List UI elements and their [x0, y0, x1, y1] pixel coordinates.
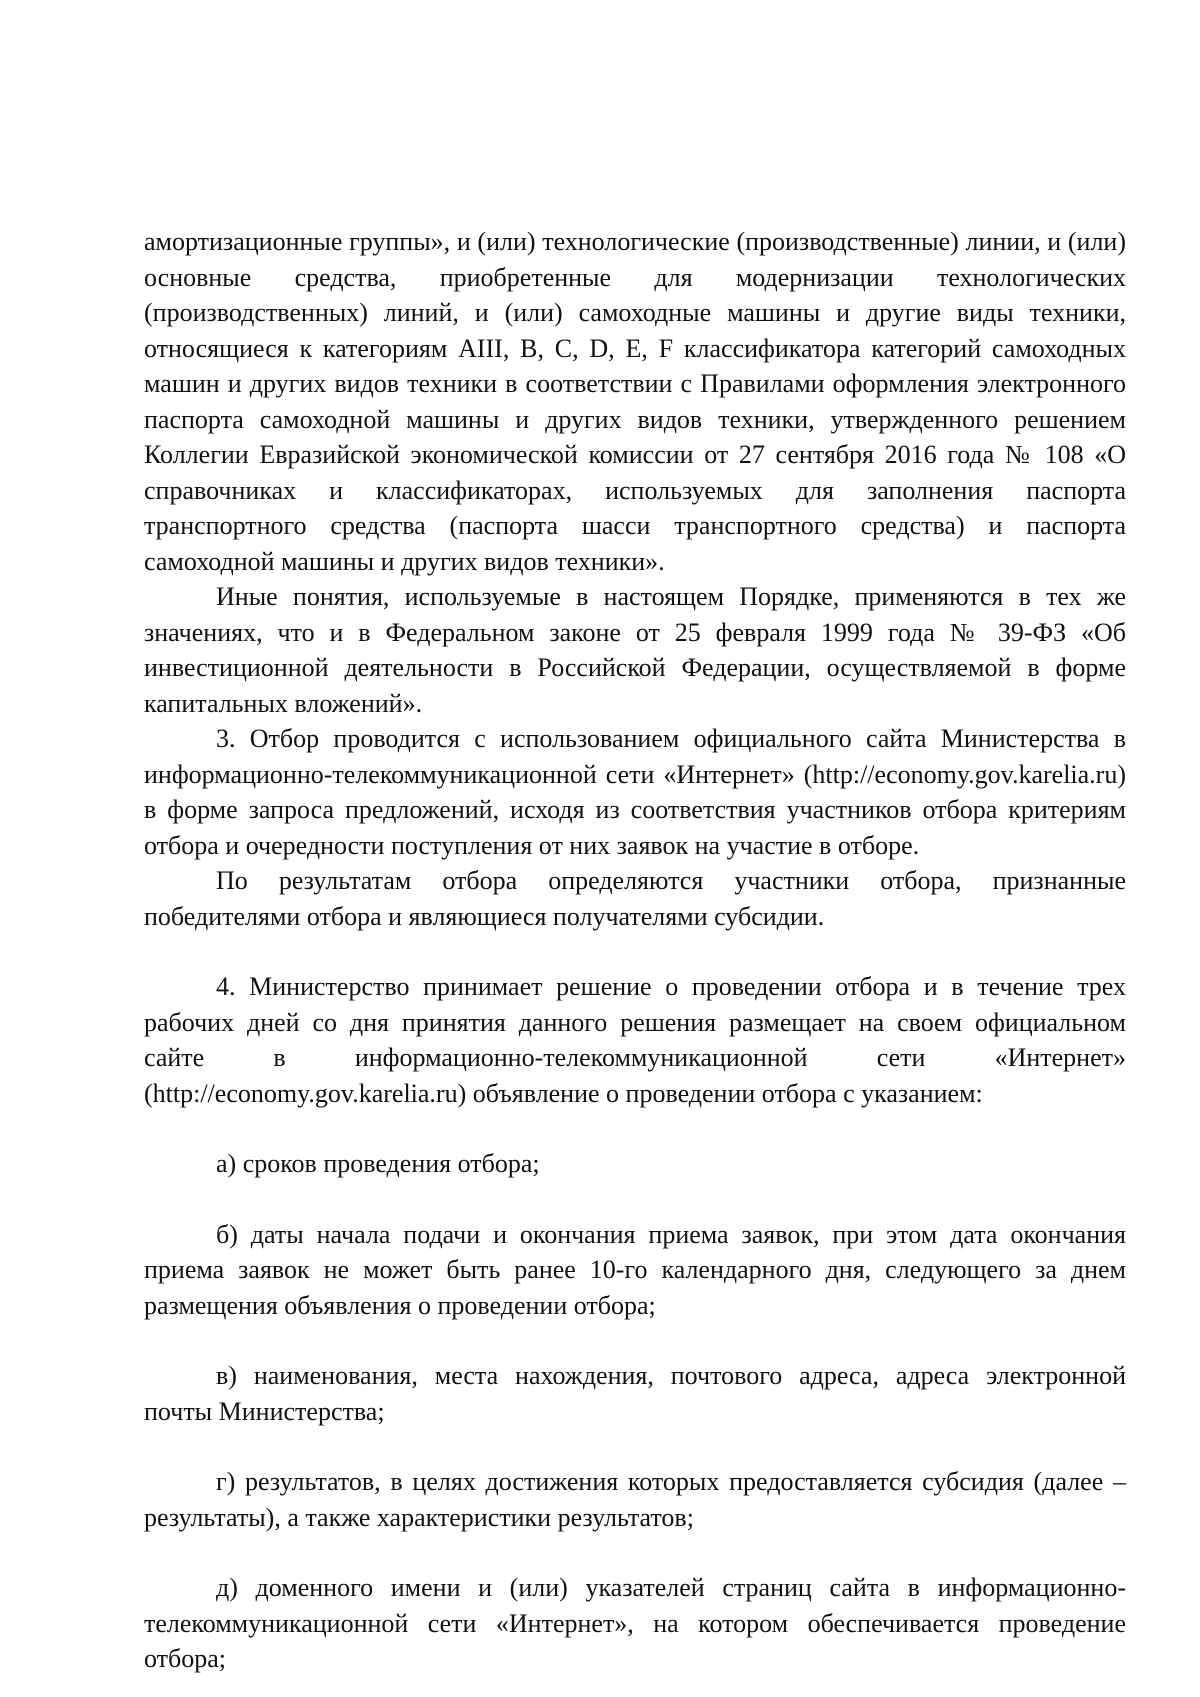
list-item-d: д) доменного имени и (или) указателей страниц сайта в информационно-телекоммуникационной сети «Интернет», на котором обеспечивается проведение отбора; [144, 1573, 1126, 1673]
paragraph-item-4: 4. Министерство принимает решение о проведении отбора и в течение трех рабочих дней со дня принятия данного решения размещает на своем официальном сайте в информационно-телекоммуникационной сети «Интернет» (http://economy.gov.karelia.ru) объявление о проведении отбора с указанием: [144, 972, 1126, 1108]
list-item-a: а) сроков проведения отбора; [216, 1149, 540, 1178]
list-item-b: б) даты начала подачи и окончания приема заявок, при этом дата окончания приема заявок не может быть ранее 10-го календарного дня, следующего за днем размещения объявления о проведении отбора; [144, 1219, 1126, 1320]
paragraph-definitions: Иные понятия, используемые в настоящем Порядке, применяются в тех же значениях, что и в Федеральном законе от 25 февраля 1999 года № 39-ФЗ «Об инвестиционной деятельности в Российской Федерации, осуществляемой в форме капитальных вложений». [144, 582, 1126, 718]
list-item-v: в) наименования, места нахождения, почтового адреса, адреса электронной почты Министерства; [144, 1361, 1126, 1426]
list-item-g: г) результатов, в целях достижения которых предоставляется субсидия (далее – результаты), а также характеристики результатов; [144, 1467, 1126, 1532]
paragraph-continuation: амортизационные группы», и (или) технологические (производственные) линии, и (или) основные средства, приобретенные для модернизации технологических (производственных) линий, и (или) самоходные машины и другие виды техники, относящиеся к категориям АIII, B, C, D, E, F классификатора категорий самоходных машин и других видов техники в соответствии с Правилами оформления электронного паспорта самоходной машины и других видов техники, утвержденного решением Коллегии Евразийской экономической комиссии от 27 сентября 2016 года № 108 «О справочниках и классификаторах, используемых для заполнения паспорта транспортного средства (паспорта шасси транспортного средства) и паспорта самоходной машины и других видов техники». [144, 227, 1126, 576]
paragraph-item-3: 3. Отбор проводится с использованием официального сайта Министерства в информационно-телекоммуникационной сети «Интернет» (http://economy.gov.karelia.ru) в форме запроса предложений, исходя из соответствия участников отбора критериям отбора и очередности поступления от них заявок на участие в отборе. [144, 724, 1126, 860]
document-page [144, 224, 1126, 1677]
paragraph-results: По результатам отбора определяются участники отбора, признанные победителями отбора и являющиеся получателями субсидии. [144, 866, 1126, 931]
